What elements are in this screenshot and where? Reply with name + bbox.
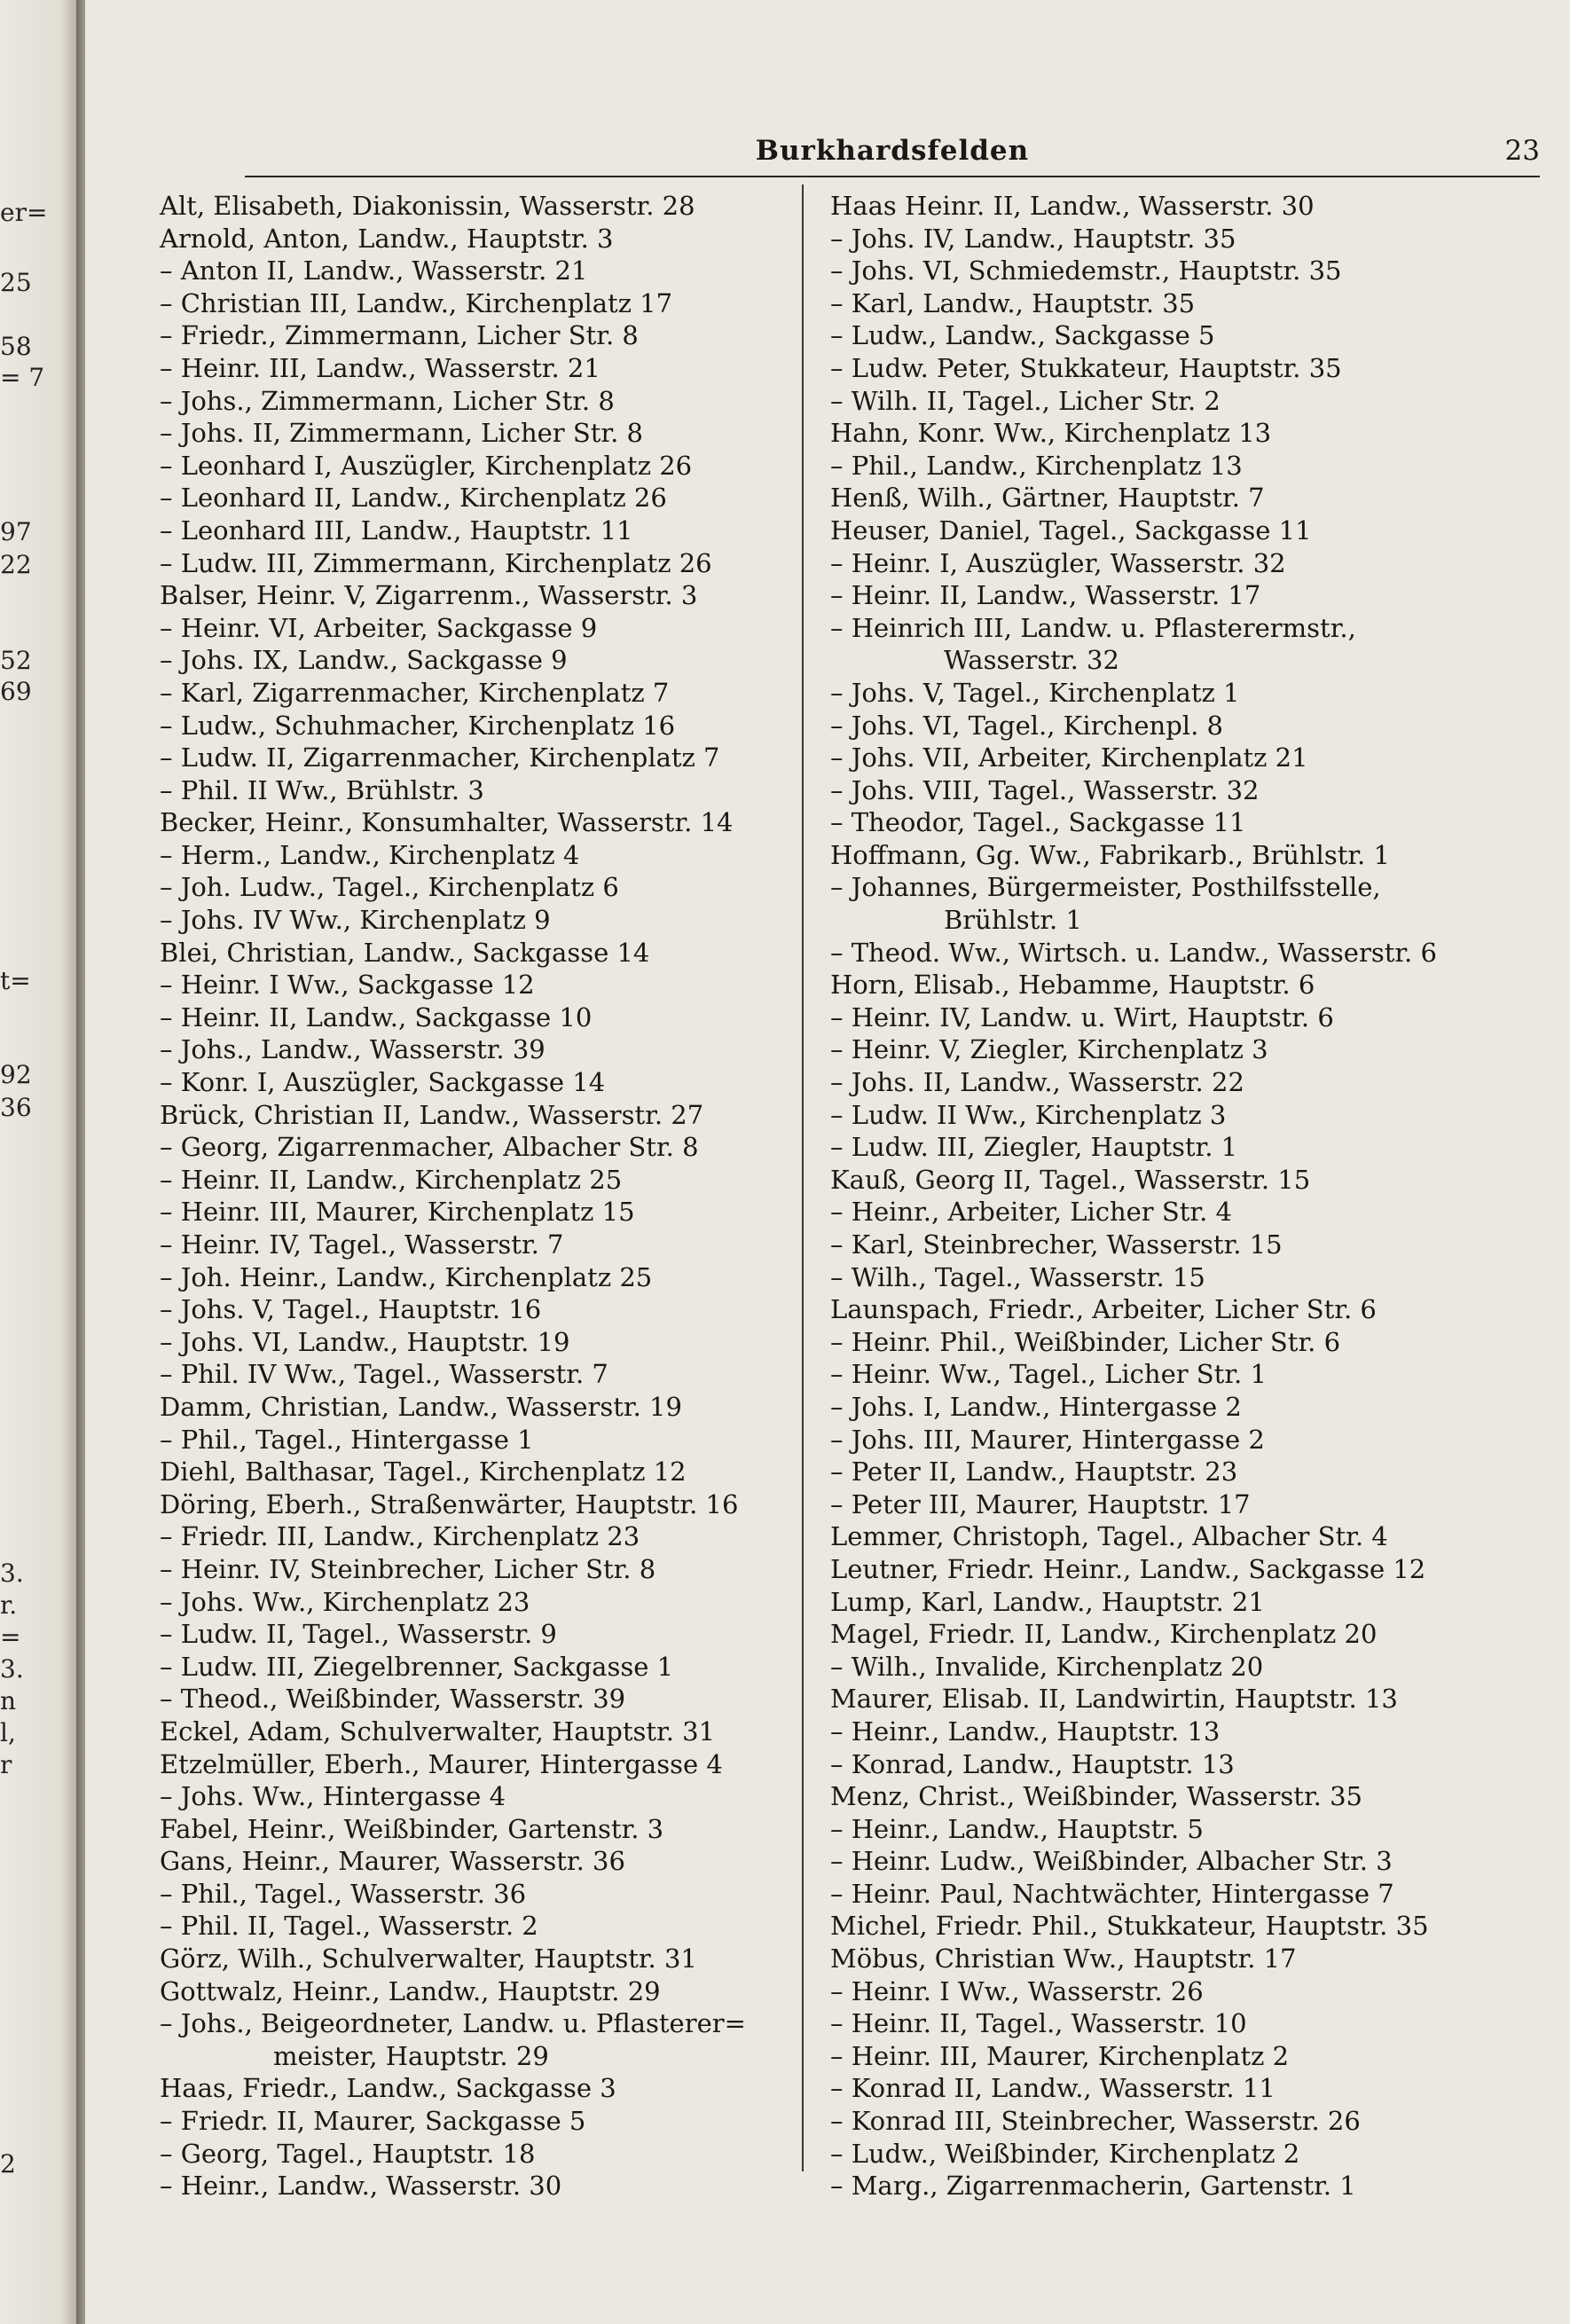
directory-entry: Kauß, Georg II, Tagel., Wasserstr. 15 (830, 1164, 1311, 1195)
directory-entry: – Phil., Landw., Kirchenplatz 13 (830, 450, 1243, 481)
directory-entry: – Johs. Ww., Hintergasse 4 (160, 1781, 506, 1812)
directory-entry: – Herm., Landw., Kirchenplatz 4 (160, 839, 580, 870)
directory-entry: – Heinr. I, Auszügler, Wasserstr. 32 (830, 547, 1286, 578)
previous-page-fragment: t= (0, 966, 31, 995)
directory-entry: – Heinr. V, Ziegler, Kirchenplatz 3 (830, 1034, 1268, 1065)
directory-entry: – Karl, Steinbrecher, Wasserstr. 15 (830, 1229, 1283, 1260)
directory-entry: Diehl, Balthasar, Tagel., Kirchenplatz 12 (160, 1456, 687, 1488)
directory-entry: Haas, Friedr., Landw., Sackgasse 3 (160, 2073, 616, 2104)
directory-entry: Michel, Friedr. Phil., Stukkateur, Hauptstr. 35 (830, 1911, 1429, 1942)
directory-entry: – Wilh. II, Tagel., Licher Str. 2 (830, 385, 1221, 416)
directory-entry: Becker, Heinr., Konsumhalter, Wasserstr. 14 (160, 807, 734, 838)
left-column (160, 190, 860, 2202)
directory-entry: – Johannes, Bürgermeister, Posthilfsstelle, (830, 872, 1381, 903)
previous-page-edge (0, 0, 76, 2324)
directory-entry: – Ludw. III, Ziegler, Hauptstr. 1 (830, 1132, 1238, 1163)
directory-entry: – Heinr. III, Landw., Wasserstr. 21 (160, 352, 601, 383)
directory-entry: – Johs. VI, Schmiedemstr., Hauptstr. 35 (830, 255, 1342, 287)
directory-entry: Magel, Friedr. II, Landw., Kirchenplatz 20 (830, 1619, 1378, 1650)
directory-entry: – Johs. II, Zimmermann, Licher Str. 8 (160, 418, 643, 449)
previous-page-fragment: 3. (0, 1558, 24, 1588)
directory-entry: – Joh. Heinr., Landw., Kirchenplatz 25 (160, 1261, 653, 1292)
directory-entry: – Ludw. Peter, Stukkateur, Hauptstr. 35 (830, 352, 1342, 383)
directory-entry: – Leonhard I, Auszügler, Kirchenplatz 26 (160, 450, 693, 481)
directory-entry: – Konrad, Landw., Hauptstr. 13 (830, 1748, 1235, 1779)
directory-entry: – Heinr. Ww., Tagel., Licher Str. 1 (830, 1359, 1267, 1390)
previous-page-fragment: er= (0, 198, 48, 227)
previous-page-fragment: r (0, 1750, 12, 1779)
directory-entry: – Ludw. III, Zimmermann, Kirchenplatz 26 (160, 547, 712, 578)
previous-page-fragment: 22 (0, 550, 32, 579)
directory-entry: – Wilh., Invalide, Kirchenplatz 20 (830, 1651, 1264, 1682)
directory-entry: Döring, Eberh., Straßenwärter, Hauptstr. 16 (160, 1488, 739, 1519)
page-title: Burkhardsfelden (755, 135, 1030, 167)
directory-entry: – Johs. IX, Landw., Sackgasse 9 (160, 645, 568, 676)
directory-entry: – Christian III, Landw., Kirchenplatz 17 (160, 287, 673, 318)
directory-entry: – Heinr. Phil., Weißbinder, Licher Str. 6 (830, 1326, 1341, 1357)
directory-entry: Blei, Christian, Landw., Sackgasse 14 (160, 937, 650, 968)
directory-entry: – Friedr. III, Landw., Kirchenplatz 23 (160, 1521, 640, 1552)
directory-entry: – Ludw., Weißbinder, Kirchenplatz 2 (830, 2138, 1300, 2169)
directory-entry: – Johs. Ww., Kirchenplatz 23 (160, 1586, 530, 1617)
page-header (245, 131, 1540, 174)
directory-entry: – Johs., Zimmermann, Licher Str. 8 (160, 385, 615, 416)
directory-entry: Menz, Christ., Weißbinder, Wasserstr. 35 (830, 1781, 1362, 1812)
directory-entry: – Leonhard II, Landw., Kirchenplatz 26 (160, 483, 667, 514)
directory-entry: – Phil. II, Tagel., Wasserstr. 2 (160, 1911, 538, 1942)
directory-entry: – Joh. Ludw., Tagel., Kirchenplatz 6 (160, 872, 619, 903)
directory-entry: – Peter III, Maurer, Hauptstr. 17 (830, 1488, 1251, 1519)
directory-entry: – Marg., Zigarrenmacherin, Gartenstr. 1 (830, 2171, 1356, 2202)
directory-entry: Launspach, Friedr., Arbeiter, Licher Str. 6 (830, 1294, 1377, 1325)
header-rule (245, 176, 1540, 177)
directory-entry: – Ludw. III, Ziegelbrenner, Sackgasse 1 (160, 1651, 674, 1682)
directory-entry: Horn, Elisab., Hebamme, Hauptstr. 6 (830, 970, 1315, 1001)
directory-entry: – Phil. II Ww., Brühlstr. 3 (160, 774, 484, 805)
directory-entry: – Heinr. II, Tagel., Wasserstr. 10 (830, 2008, 1247, 2039)
directory-entry: – Johs. IV Ww., Kirchenplatz 9 (160, 905, 551, 936)
previous-page-fragment: = (0, 1622, 21, 1652)
previous-page-fragment: 2 (0, 2149, 16, 2179)
directory-entry: – Heinr. IV, Steinbrecher, Licher Str. 8 (160, 1553, 656, 1584)
previous-page-fragment: = 7 (0, 363, 45, 392)
directory-page (85, 0, 1570, 2324)
directory-entry: – Heinr. III, Maurer, Kirchenplatz 2 (830, 2040, 1290, 2071)
directory-entry: Fabel, Heinr., Weißbinder, Gartenstr. 3 (160, 1813, 664, 1844)
directory-entry: – Johs. VII, Arbeiter, Kirchenplatz 21 (830, 742, 1308, 773)
directory-entry: – Konrad II, Landw., Wasserstr. 11 (830, 2073, 1276, 2104)
directory-entry: Hoffmann, Gg. Ww., Fabrikarb., Brühlstr. 1 (830, 839, 1390, 870)
directory-entry: – Konrad III, Steinbrecher, Wasserstr. 26 (830, 2106, 1361, 2137)
directory-entry: Alt, Elisabeth, Diakonissin, Wasserstr. 28 (160, 191, 695, 221)
directory-entry: Etzelmüller, Eberh., Maurer, Hintergasse 4 (160, 1748, 723, 1779)
directory-entry: – Heinr., Landw., Hauptstr. 13 (830, 1716, 1221, 1747)
directory-entry: Lump, Karl, Landw., Hauptstr. 21 (830, 1586, 1265, 1617)
directory-entry: – Peter II, Landw., Hauptstr. 23 (830, 1456, 1238, 1488)
directory-entry: Gottwalz, Heinr., Landw., Hauptstr. 29 (160, 1975, 661, 2006)
previous-page-fragment: 58 (0, 332, 32, 361)
directory-entry: – Theodor, Tagel., Sackgasse 11 (830, 807, 1246, 838)
directory-entry: – Heinr. II, Landw., Kirchenplatz 25 (160, 1164, 623, 1195)
directory-entry: – Johs., Beigeordneter, Landw. u. Pflasterer= (160, 2008, 746, 2039)
directory-entry: – Johs. I, Landw., Hintergasse 2 (830, 1391, 1242, 1422)
directory-entry: – Johs. III, Maurer, Hintergasse 2 (830, 1424, 1265, 1455)
directory-entry: – Johs. VI, Tagel., Kirchenpl. 8 (830, 710, 1223, 741)
previous-page-fragment: 69 (0, 677, 32, 706)
directory-entry: – Karl, Landw., Hauptstr. 35 (830, 287, 1196, 318)
directory-entry: – Heinr. IV, Landw. u. Wirt, Hauptstr. 6 (830, 1001, 1334, 1032)
previous-page-fragment: 3. (0, 1654, 24, 1684)
directory-entry: – Johs., Landw., Wasserstr. 39 (160, 1034, 546, 1065)
page-number: 23 (1504, 135, 1540, 167)
previous-page-fragment: 92 (0, 1060, 32, 1089)
directory-entry: – Heinr. I Ww., Wasserstr. 26 (830, 1975, 1204, 2006)
previous-page-fragment: 52 (0, 646, 32, 675)
directory-entry: – Ludw., Landw., Sackgasse 5 (830, 320, 1215, 351)
directory-entry: – Wilh., Tagel., Wasserstr. 15 (830, 1261, 1205, 1292)
directory-entry: – Heinr. II, Landw., Sackgasse 10 (160, 1001, 593, 1032)
directory-entry: – Phil. IV Ww., Tagel., Wasserstr. 7 (160, 1359, 608, 1390)
directory-entry: – Ludw. II Ww., Kirchenplatz 3 (830, 1099, 1227, 1130)
directory-entry: – Johs. VI, Landw., Hauptstr. 19 (160, 1326, 570, 1357)
previous-page-fragment: 25 (0, 268, 32, 297)
directory-entry: – Heinr. Paul, Nachtwächter, Hintergasse 7 (830, 1878, 1394, 1909)
directory-entry: – Ludw., Schuhmacher, Kirchenplatz 16 (160, 710, 676, 741)
directory-entry: – Heinr. I Ww., Sackgasse 12 (160, 970, 535, 1001)
directory-entry: – Johs. II, Landw., Wasserstr. 22 (830, 1067, 1244, 1098)
directory-entry: Arnold, Anton, Landw., Hauptstr. 3 (160, 223, 614, 254)
previous-page-fragment: n (0, 1686, 17, 1716)
directory-entry: Görz, Wilh., Schulverwalter, Hauptstr. 31 (160, 1943, 697, 1975)
directory-entry: – Friedr. II, Maurer, Sackgasse 5 (160, 2106, 586, 2137)
directory-entry: – Heinr. Ludw., Weißbinder, Albacher Str. 3 (830, 1846, 1393, 1877)
previous-page-fragment: l, (0, 1718, 16, 1747)
directory-entry: Haas Heinr. II, Landw., Wasserstr. 30 (830, 191, 1315, 221)
directory-entry: – Johs. IV, Landw., Hauptstr. 35 (830, 223, 1236, 254)
directory-entry: – Anton II, Landw., Wasserstr. 21 (160, 255, 588, 287)
directory-entry: – Heinr. II, Landw., Wasserstr. 17 (830, 580, 1261, 611)
directory-entry: – Friedr., Zimmermann, Licher Str. 8 (160, 320, 639, 351)
directory-entry: – Heinr. VI, Arbeiter, Sackgasse 9 (160, 612, 598, 643)
directory-entry: – Johs. V, Tagel., Hauptstr. 16 (160, 1294, 542, 1325)
directory-entry: Heuser, Daniel, Tagel., Sackgasse 11 (830, 514, 1312, 546)
directory-entry: Balser, Heinr. V, Zigarrenm., Wasserstr. 3 (160, 580, 698, 611)
directory-entry: – Heinr., Arbeiter, Licher Str. 4 (830, 1197, 1232, 1228)
previous-page-fragment: 97 (0, 517, 32, 546)
previous-page-fragment: 36 (0, 1093, 32, 1122)
directory-entry: – Heinr. IV, Tagel., Wasserstr. 7 (160, 1229, 564, 1260)
directory-entry: Leutner, Friedr. Heinr., Landw., Sackgasse 12 (830, 1553, 1426, 1584)
directory-entry: – Heinrich III, Landw. u. Pflasterermstr., (830, 612, 1356, 643)
previous-page-fragment: r. (0, 1590, 18, 1620)
directory-entry: – Johs. V, Tagel., Kirchenplatz 1 (830, 677, 1240, 708)
right-column (830, 190, 1531, 2202)
directory-entry: – Theod., Weißbinder, Wasserstr. 39 (160, 1684, 626, 1715)
directory-entry: – Georg, Zigarrenmacher, Albacher Str. 8 (160, 1132, 699, 1163)
directory-entry: – Theod. Ww., Wirtsch. u. Landw., Wasserstr. 6 (830, 937, 1437, 968)
directory-entry: – Ludw. II, Tagel., Wasserstr. 9 (160, 1619, 557, 1650)
directory-entry: – Ludw. II, Zigarrenmacher, Kirchenplatz 7 (160, 742, 720, 773)
directory-entry: – Heinr., Landw., Hauptstr. 5 (830, 1813, 1204, 1844)
directory-entry: Maurer, Elisab. II, Landwirtin, Hauptstr. 13 (830, 1684, 1398, 1715)
directory-entry: Brück, Christian II, Landw., Wasserstr. 27 (160, 1099, 704, 1130)
directory-entry: – Leonhard III, Landw., Hauptstr. 11 (160, 514, 633, 546)
directory-entry: – Phil., Tagel., Hintergasse 1 (160, 1424, 534, 1455)
directory-entry: – Phil., Tagel., Wasserstr. 36 (160, 1878, 527, 1909)
directory-entry: – Heinr., Landw., Wasserstr. 30 (160, 2171, 562, 2202)
directory-entry: – Konr. I, Auszügler, Sackgasse 14 (160, 1067, 606, 1098)
directory-entry: Möbus, Christian Ww., Hauptstr. 17 (830, 1943, 1297, 1975)
directory-entry-continuation: Wasserstr. 32 (944, 645, 1119, 676)
directory-entry: Hahn, Konr. Ww., Kirchenplatz 13 (830, 418, 1272, 449)
directory-entry: Damm, Christian, Landw., Wasserstr. 19 (160, 1391, 682, 1422)
directory-entry: – Georg, Tagel., Hauptstr. 18 (160, 2138, 536, 2169)
directory-entry: Henß, Wilh., Gärtner, Hauptstr. 7 (830, 483, 1265, 514)
directory-entry-continuation: Brühlstr. 1 (944, 905, 1082, 936)
directory-entry: Gans, Heinr., Maurer, Wasserstr. 36 (160, 1846, 625, 1877)
directory-entry: – Heinr. III, Maurer, Kirchenplatz 15 (160, 1197, 635, 1228)
directory-entry-continuation: meister, Hauptstr. 29 (273, 2040, 549, 2071)
directory-entry: Eckel, Adam, Schulverwalter, Hauptstr. 31 (160, 1716, 716, 1747)
directory-entry: – Johs. VIII, Tagel., Wasserstr. 32 (830, 774, 1260, 805)
directory-entry: Lemmer, Christoph, Tagel., Albacher Str. 4 (830, 1521, 1388, 1552)
book-gutter (76, 0, 85, 2324)
directory-entry: – Karl, Zigarrenmacher, Kirchenplatz 7 (160, 677, 670, 708)
